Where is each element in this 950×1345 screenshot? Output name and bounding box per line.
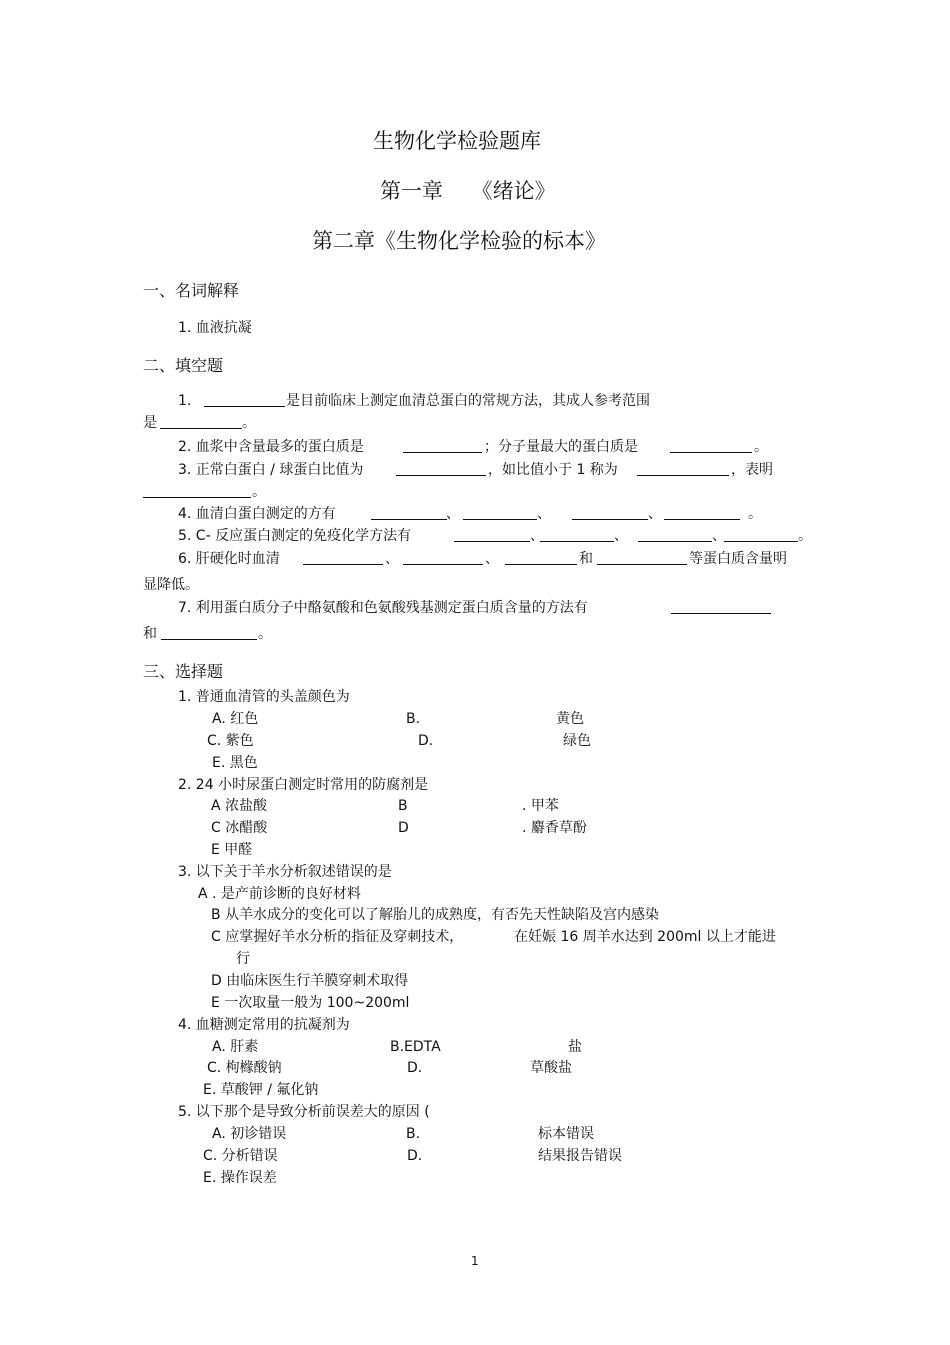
fill-q3-part-b: ，如比值小于 1 称为 <box>488 462 618 478</box>
answer-blank[interactable] <box>396 462 486 476</box>
answer-blank[interactable] <box>670 439 752 453</box>
fill-q1-number: 1. <box>178 393 192 409</box>
separator: 、 <box>446 506 460 522</box>
answer-blank[interactable] <box>505 551 577 565</box>
answer-blank[interactable] <box>143 484 251 498</box>
choice-q2: 2. 24 小时尿蛋白测定时常用的防腐剂是 <box>178 777 429 793</box>
choice-q1-option-a[interactable]: A. 红色 <box>212 711 259 727</box>
fill-q7-continuation: 和 <box>143 626 157 642</box>
choice-q5-option-b-label[interactable]: B. <box>406 1126 421 1142</box>
choice-q4-option-d-text[interactable]: 草酸盐 <box>530 1060 572 1076</box>
fill-q6-part-c: 等蛋白质含量明 <box>689 551 787 567</box>
section-heading-fill-blank: 二、填空题 <box>143 356 224 375</box>
answer-blank[interactable] <box>403 439 482 453</box>
fill-q3-part-c: ，表明 <box>731 462 773 478</box>
choice-q3-option-c-wrap[interactable]: 行 <box>236 951 250 967</box>
choice-q2-option-e[interactable]: E 甲醛 <box>211 842 253 858</box>
definition-item-1: 1. 血液抗凝 <box>178 320 252 336</box>
choice-q3-option-d[interactable]: D 由临床医生行羊膜穿刺术取得 <box>211 973 409 989</box>
choice-q4-option-e[interactable]: E. 草酸钾 / 氟化钠 <box>203 1082 319 1098</box>
fill-q1-end: 。 <box>242 415 256 431</box>
fill-q2-part-a: 2. 血浆中含量最多的蛋白质是 <box>178 439 364 455</box>
answer-blank[interactable] <box>540 528 614 542</box>
fill-q5: 5. C- 反应蛋白测定的免疫化学方法有 <box>178 528 412 544</box>
answer-blank[interactable] <box>597 551 687 565</box>
section-heading-multiple-choice: 三、选择题 <box>143 662 224 681</box>
fill-q1-text: 是目前临床上测定血清总蛋白的常规方法，其成人参考范围 <box>286 393 650 409</box>
choice-q3: 3. 以下关于羊水分析叙述错误的是 <box>178 864 392 880</box>
choice-q3-option-e[interactable]: E 一次取量一般为 100~200ml <box>211 995 410 1011</box>
answer-blank[interactable] <box>664 506 740 520</box>
choice-q5-option-b-text[interactable]: 标本错误 <box>538 1126 594 1142</box>
fill-q7: 7. 利用蛋白质分子中酪氨酸和色氨酸残基测定蛋白质含量的方法有 <box>178 600 588 616</box>
doc-title: 生物化学检验题库 <box>373 129 541 153</box>
choice-q3-option-a[interactable]: A . 是产前诊断的良好材料 <box>198 886 361 902</box>
fill-q4: 4. 血清白蛋白测定的方有 <box>178 506 336 522</box>
choice-q2-option-c[interactable]: C 冰醋酸 <box>211 820 268 836</box>
choice-q3-option-c-cont[interactable]: 在妊娠 16 周羊水达到 200ml 以上才能进 <box>514 929 776 945</box>
choice-q4-option-d-label[interactable]: D. <box>407 1060 423 1076</box>
choice-q1-option-e[interactable]: E. 黑色 <box>212 755 258 771</box>
choice-q4-option-c[interactable]: C. 枸橼酸钠 <box>207 1060 282 1076</box>
page-number: 1 <box>471 1254 479 1268</box>
choice-q5-option-d-text[interactable]: 结果报告错误 <box>538 1148 622 1164</box>
choice-q1-option-d-label[interactable]: D. <box>418 733 434 749</box>
answer-blank[interactable] <box>637 462 729 476</box>
separator: 、 <box>648 506 662 522</box>
separator: 、 <box>385 551 399 567</box>
section-heading-definitions: 一、名词解释 <box>143 281 240 300</box>
separator: 、 <box>537 506 551 522</box>
fill-q3-part-a: 3. 正常白蛋白 / 球蛋白比值为 <box>178 462 364 478</box>
choice-q4-option-b[interactable]: B.EDTA <box>390 1039 441 1055</box>
choice-q2-option-b-text[interactable]: . 甲苯 <box>522 798 559 814</box>
choice-q4-option-b-text[interactable]: 盐 <box>568 1039 582 1055</box>
answer-blank[interactable] <box>572 506 648 520</box>
separator: 、 <box>530 528 544 544</box>
choice-q1-option-c[interactable]: C. 紫色 <box>207 733 254 749</box>
choice-q3-option-b[interactable]: B 从羊水成分的变化可以了解胎儿的成熟度，有否先天性缺陷及宫内感染 <box>211 907 660 923</box>
separator: 、 <box>712 528 726 544</box>
choice-q5-option-d-label[interactable]: D. <box>407 1148 423 1164</box>
choice-q5: 5. 以下那个是导致分析前误差大的原因 ( <box>178 1104 430 1120</box>
answer-blank[interactable] <box>161 626 257 640</box>
choice-q1-option-b-text[interactable]: 黄色 <box>556 711 584 727</box>
answer-blank[interactable] <box>303 551 383 565</box>
choice-q4-option-a[interactable]: A. 肝素 <box>212 1039 259 1055</box>
fill-q2-part-b: ；分子量最大的蛋白质是 <box>484 439 638 455</box>
answer-blank[interactable] <box>638 528 712 542</box>
choice-q4: 4. 血糖测定常用的抗凝剂为 <box>178 1017 350 1033</box>
answer-blank[interactable] <box>160 415 242 429</box>
choice-q2-option-a[interactable]: A 浓盐酸 <box>211 798 268 814</box>
choice-q5-option-a[interactable]: A. 初诊错误 <box>212 1126 287 1142</box>
answer-blank[interactable] <box>671 600 771 614</box>
answer-blank[interactable] <box>204 393 285 407</box>
answer-blank[interactable] <box>463 506 537 520</box>
answer-blank[interactable] <box>371 506 447 520</box>
answer-blank[interactable] <box>403 551 483 565</box>
choice-q3-option-c[interactable]: C 应掌握好羊水分析的指征及穿刺技术， <box>211 929 464 945</box>
separator: 、 <box>485 551 499 567</box>
choice-q1-option-b-label[interactable]: B. <box>406 711 421 727</box>
fill-q1-continuation: 是 <box>143 415 157 431</box>
fill-q2-end: 。 <box>754 439 768 455</box>
fill-q3-end: 。 <box>252 484 266 500</box>
choice-q5-option-c[interactable]: C. 分析错误 <box>203 1148 278 1164</box>
choice-q2-option-b-label[interactable]: B <box>398 798 408 814</box>
fill-q4-end: 。 <box>748 506 762 522</box>
choice-q1-option-d-text[interactable]: 绿色 <box>563 733 591 749</box>
fill-q7-end: 。 <box>258 626 272 642</box>
fill-q6-continuation: 显降低。 <box>143 577 199 593</box>
answer-blank[interactable] <box>454 528 530 542</box>
fill-q6-part-a: 6. 肝硬化时血清 <box>178 551 280 567</box>
choice-q2-option-d-text[interactable]: . 麝香草酚 <box>522 820 587 836</box>
answer-blank[interactable] <box>724 528 798 542</box>
choice-q5-option-e[interactable]: E. 操作误差 <box>203 1170 277 1186</box>
choice-q2-option-d-label[interactable]: D <box>398 820 409 836</box>
fill-q5-end: 。 <box>798 528 812 544</box>
choice-q1: 1. 普通血清管的头盖颜色为 <box>178 689 350 705</box>
chapter-1-title: 第一章 《绪论》 <box>380 179 556 203</box>
separator: 、 <box>614 528 628 544</box>
fill-q6-part-b: 和 <box>579 551 593 567</box>
chapter-2-title: 第二章《生物化学检验的标本》 <box>312 229 606 253</box>
